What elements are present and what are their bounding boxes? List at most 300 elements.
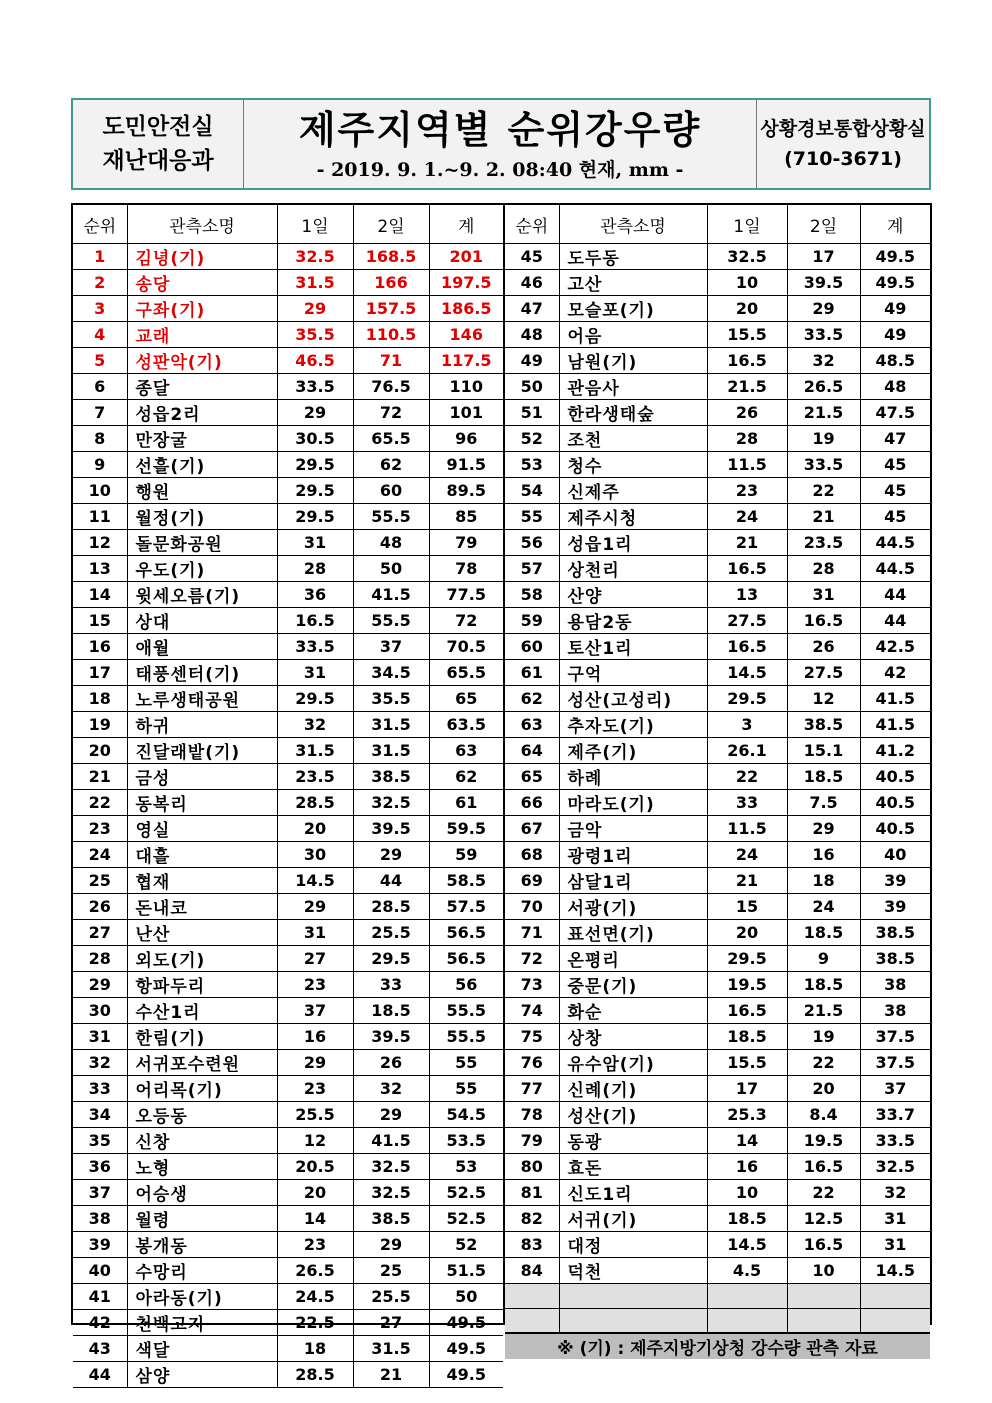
total-cell: 32.5 <box>860 1154 930 1180</box>
total-cell: 44 <box>860 582 930 608</box>
day1-cell: 22.5 <box>277 1310 353 1336</box>
station-name-cell: 돈내코 <box>127 894 277 920</box>
station-name-cell: 도두동 <box>559 244 707 270</box>
total-cell: 48.5 <box>860 348 930 374</box>
rank-cell: 2 <box>73 270 127 296</box>
total-cell: 65.5 <box>429 660 503 686</box>
rank-cell: 78 <box>505 1102 559 1128</box>
rank-cell: 49 <box>505 348 559 374</box>
station-name-cell: 천백고지 <box>127 1310 277 1336</box>
day2-cell: 110.5 <box>353 322 429 348</box>
table-row <box>73 1076 503 1102</box>
total-cell: 56.5 <box>429 946 503 972</box>
table-row <box>73 1102 503 1128</box>
station-name-cell: 광령1리 <box>559 842 707 868</box>
table-row <box>73 608 503 634</box>
rank-cell: 50 <box>505 374 559 400</box>
table-row <box>505 1206 930 1232</box>
day2-cell: 38.5 <box>353 764 429 790</box>
day1-cell: 32 <box>277 712 353 738</box>
total-cell: 37.5 <box>860 1050 930 1076</box>
station-name-cell: 금악 <box>559 816 707 842</box>
station-name-cell: 성산(기) <box>559 1102 707 1128</box>
table-row <box>505 1024 930 1050</box>
rank-cell: 7 <box>73 400 127 426</box>
rank-cell: 39 <box>73 1232 127 1258</box>
table-row <box>73 712 503 738</box>
rank-cell: 33 <box>73 1076 127 1102</box>
day1-cell: 31 <box>277 920 353 946</box>
day1-cell: 26.1 <box>707 738 787 764</box>
day1-cell: 20.5 <box>277 1154 353 1180</box>
table-row <box>73 686 503 712</box>
day2-cell: 31.5 <box>353 738 429 764</box>
table-row <box>73 530 503 556</box>
day1-cell: 29.5 <box>707 946 787 972</box>
station-name-cell: 성산(고성리) <box>559 686 707 712</box>
total-cell: 42.5 <box>860 634 930 660</box>
empty-cell <box>860 1308 930 1333</box>
total-cell: 32 <box>860 1180 930 1206</box>
station-name-cell: 태풍센터(기) <box>127 660 277 686</box>
table-row <box>505 1128 930 1154</box>
rank-cell: 1 <box>73 244 127 270</box>
rainfall-tables <box>71 203 932 1387</box>
station-name-cell: 외도(기) <box>127 946 277 972</box>
rank-cell: 45 <box>505 244 559 270</box>
total-cell: 58.5 <box>429 868 503 894</box>
day2-cell: 29 <box>787 816 860 842</box>
day1-cell: 10 <box>707 270 787 296</box>
total-cell: 49.5 <box>860 270 930 296</box>
station-name-cell: 토산1리 <box>559 634 707 660</box>
day2-cell: 31 <box>787 582 860 608</box>
station-name-cell: 수산1리 <box>127 998 277 1024</box>
total-cell: 61 <box>429 790 503 816</box>
total-cell: 49.5 <box>860 244 930 270</box>
table-row <box>505 1102 930 1128</box>
table-row <box>73 1336 503 1362</box>
day2-cell: 39.5 <box>353 816 429 842</box>
station-name-cell: 신례(기) <box>559 1076 707 1102</box>
day1-cell: 16 <box>707 1154 787 1180</box>
station-name-cell: 상창 <box>559 1024 707 1050</box>
rank-cell: 52 <box>505 426 559 452</box>
rank-cell: 64 <box>505 738 559 764</box>
day1-cell: 26 <box>707 400 787 426</box>
day1-cell: 24 <box>707 504 787 530</box>
total-cell: 59 <box>429 842 503 868</box>
rank-cell: 36 <box>73 1154 127 1180</box>
day2-cell: 21 <box>787 504 860 530</box>
total-cell: 50 <box>429 1284 503 1310</box>
day2-cell: 27.5 <box>787 660 860 686</box>
day2-cell: 22 <box>787 1180 860 1206</box>
day1-cell: 14.5 <box>707 660 787 686</box>
table-row <box>505 530 930 556</box>
day1-cell: 29.5 <box>277 504 353 530</box>
table-row <box>505 1076 930 1102</box>
day1-cell: 29.5 <box>277 686 353 712</box>
day1-cell: 15.5 <box>707 1050 787 1076</box>
total-cell: 45 <box>860 452 930 478</box>
station-name-cell: 협재 <box>127 868 277 894</box>
station-name-cell: 신제주 <box>559 478 707 504</box>
rank-cell: 42 <box>73 1310 127 1336</box>
day1-cell: 29.5 <box>277 452 353 478</box>
table-row <box>505 374 930 400</box>
total-cell: 55.5 <box>429 1024 503 1050</box>
rank-cell: 21 <box>73 764 127 790</box>
day1-cell: 20 <box>707 920 787 946</box>
col-rank-header: 순위 <box>505 205 559 244</box>
station-name-cell: 고산 <box>559 270 707 296</box>
total-cell: 44.5 <box>860 530 930 556</box>
table-row <box>73 816 503 842</box>
table-row <box>73 400 503 426</box>
day2-cell: 38.5 <box>787 712 860 738</box>
table-row <box>505 270 930 296</box>
table-row <box>73 1284 503 1310</box>
table-row <box>73 634 503 660</box>
day1-cell: 20 <box>277 816 353 842</box>
day2-cell: 55.5 <box>353 608 429 634</box>
station-name-cell: 윗세오름(기) <box>127 582 277 608</box>
station-name-cell: 성읍2리 <box>127 400 277 426</box>
day2-cell: 168.5 <box>353 244 429 270</box>
station-name-cell: 성판악(기) <box>127 348 277 374</box>
day2-cell: 16.5 <box>787 1154 860 1180</box>
table-row <box>505 296 930 322</box>
table-header-row <box>505 205 930 244</box>
day1-cell: 21.5 <box>707 374 787 400</box>
day1-cell: 24 <box>707 842 787 868</box>
day1-cell: 31.5 <box>277 738 353 764</box>
table-row <box>73 478 503 504</box>
total-cell: 201 <box>429 244 503 270</box>
rank-cell: 59 <box>505 608 559 634</box>
table-row <box>505 660 930 686</box>
day1-cell: 33.5 <box>277 374 353 400</box>
department-line-2: 재난대응과 <box>102 148 214 174</box>
rank-cell: 24 <box>73 842 127 868</box>
table-row <box>73 582 503 608</box>
table-row <box>505 972 930 998</box>
col-day2-header: 2일 <box>353 205 429 244</box>
rank-cell: 56 <box>505 530 559 556</box>
table-row <box>73 504 503 530</box>
day1-cell: 18 <box>277 1336 353 1362</box>
total-cell: 197.5 <box>429 270 503 296</box>
station-name-cell: 금성 <box>127 764 277 790</box>
day1-cell: 20 <box>707 296 787 322</box>
station-name-cell: 교래 <box>127 322 277 348</box>
day2-cell: 38.5 <box>353 1206 429 1232</box>
table-row <box>505 1232 930 1258</box>
station-name-cell: 하례 <box>559 764 707 790</box>
day2-cell: 26.5 <box>787 374 860 400</box>
table-row <box>73 270 503 296</box>
day2-cell: 37 <box>353 634 429 660</box>
day2-cell: 32 <box>787 348 860 374</box>
day2-cell: 18.5 <box>787 764 860 790</box>
table-row <box>505 868 930 894</box>
empty-cell <box>707 1284 787 1309</box>
rank-cell: 57 <box>505 556 559 582</box>
total-cell: 31 <box>860 1232 930 1258</box>
rank-cell: 9 <box>73 452 127 478</box>
station-name-cell: 성읍1리 <box>559 530 707 556</box>
footnote: ※ (기) : 제주지방기상청 강수량 관측 자료 <box>505 1333 930 1359</box>
station-name-cell: 김녕(기) <box>127 244 277 270</box>
total-cell: 96 <box>429 426 503 452</box>
total-cell: 48 <box>860 374 930 400</box>
total-cell: 101 <box>429 400 503 426</box>
total-cell: 146 <box>429 322 503 348</box>
total-cell: 110 <box>429 374 503 400</box>
rank-cell: 46 <box>505 270 559 296</box>
day2-cell: 19 <box>787 426 860 452</box>
day2-cell: 25.5 <box>353 1284 429 1310</box>
rank-cell: 54 <box>505 478 559 504</box>
total-cell: 33.5 <box>860 1128 930 1154</box>
station-name-cell: 항파두리 <box>127 972 277 998</box>
day1-cell: 16.5 <box>707 634 787 660</box>
table-row <box>73 972 503 998</box>
day1-cell: 14.5 <box>707 1232 787 1258</box>
table-row <box>505 842 930 868</box>
total-cell: 55.5 <box>429 998 503 1024</box>
rank-cell: 20 <box>73 738 127 764</box>
day1-cell: 10 <box>707 1180 787 1206</box>
col-day1-header: 1일 <box>277 205 353 244</box>
day2-cell: 41.5 <box>353 582 429 608</box>
table-row <box>505 816 930 842</box>
day1-cell: 24.5 <box>277 1284 353 1310</box>
day1-cell: 21 <box>707 868 787 894</box>
total-cell: 72 <box>429 608 503 634</box>
day1-cell: 31 <box>277 530 353 556</box>
table-row <box>505 1258 930 1284</box>
day2-cell: 16 <box>787 842 860 868</box>
day2-cell: 27 <box>353 1310 429 1336</box>
rank-cell: 68 <box>505 842 559 868</box>
day1-cell: 26.5 <box>277 1258 353 1284</box>
table-row <box>73 946 503 972</box>
station-name-cell: 월정(기) <box>127 504 277 530</box>
station-name-cell: 진달래밭(기) <box>127 738 277 764</box>
total-cell: 52.5 <box>429 1206 503 1232</box>
table-row <box>73 374 503 400</box>
table-row <box>73 1362 503 1388</box>
rank-cell: 75 <box>505 1024 559 1050</box>
table-header-row <box>73 205 503 244</box>
total-cell: 49 <box>860 322 930 348</box>
title-block <box>244 100 756 188</box>
empty-cell <box>787 1308 860 1333</box>
total-cell: 38.5 <box>860 946 930 972</box>
day2-cell: 29 <box>353 1232 429 1258</box>
total-cell: 44.5 <box>860 556 930 582</box>
total-cell: 41.2 <box>860 738 930 764</box>
station-name-cell: 대흘 <box>127 842 277 868</box>
day2-cell: 48 <box>353 530 429 556</box>
station-name-cell: 조천 <box>559 426 707 452</box>
day1-cell: 15.5 <box>707 322 787 348</box>
table-row <box>73 868 503 894</box>
rank-cell: 18 <box>73 686 127 712</box>
day2-cell: 22 <box>787 478 860 504</box>
station-name-cell: 색달 <box>127 1336 277 1362</box>
total-cell: 41.5 <box>860 686 930 712</box>
rank-cell: 12 <box>73 530 127 556</box>
table-row <box>73 894 503 920</box>
rank-cell: 84 <box>505 1258 559 1284</box>
day2-cell: 31.5 <box>353 1336 429 1362</box>
rank-cell: 81 <box>505 1180 559 1206</box>
day2-cell: 18 <box>787 868 860 894</box>
table-row <box>73 660 503 686</box>
day2-cell: 24 <box>787 894 860 920</box>
station-name-cell: 노루생태공원 <box>127 686 277 712</box>
table-row <box>73 1258 503 1284</box>
rank-cell: 41 <box>73 1284 127 1310</box>
total-cell: 54.5 <box>429 1102 503 1128</box>
table-row <box>73 842 503 868</box>
rank-cell: 74 <box>505 998 559 1024</box>
empty-cell <box>559 1284 707 1309</box>
station-name-cell: 서귀포수련원 <box>127 1050 277 1076</box>
rank-cell: 77 <box>505 1076 559 1102</box>
day2-cell: 19 <box>787 1024 860 1050</box>
col-total-header: 계 <box>860 205 930 244</box>
day2-cell: 29 <box>353 842 429 868</box>
day2-cell: 18.5 <box>787 920 860 946</box>
total-cell: 37.5 <box>860 1024 930 1050</box>
station-name-cell: 월령 <box>127 1206 277 1232</box>
day2-cell: 166 <box>353 270 429 296</box>
total-cell: 89.5 <box>429 478 503 504</box>
day2-cell: 7.5 <box>787 790 860 816</box>
day2-cell: 32.5 <box>353 1154 429 1180</box>
rank-cell: 26 <box>73 894 127 920</box>
station-name-cell: 서광(기) <box>559 894 707 920</box>
day2-cell: 50 <box>353 556 429 582</box>
day1-cell: 29 <box>277 296 353 322</box>
col-station-header: 관측소명 <box>127 205 277 244</box>
day1-cell: 16 <box>277 1024 353 1050</box>
day1-cell: 29.5 <box>707 686 787 712</box>
day1-cell: 14 <box>277 1206 353 1232</box>
day1-cell: 12 <box>277 1128 353 1154</box>
empty-cell <box>860 1284 930 1309</box>
day1-cell: 33 <box>707 790 787 816</box>
empty-cell <box>559 1308 707 1333</box>
total-cell: 44 <box>860 608 930 634</box>
empty-row <box>505 1308 930 1333</box>
rank-cell: 16 <box>73 634 127 660</box>
day1-cell: 29 <box>277 894 353 920</box>
table-row <box>505 1180 930 1206</box>
day2-cell: 12 <box>787 686 860 712</box>
day1-cell: 19.5 <box>707 972 787 998</box>
table-row <box>73 244 503 270</box>
day2-cell: 39.5 <box>787 270 860 296</box>
page-title: 제주지역별 순위강우량 <box>298 107 702 152</box>
day1-cell: 16.5 <box>707 998 787 1024</box>
station-name-cell: 돌문화공원 <box>127 530 277 556</box>
day2-cell: 76.5 <box>353 374 429 400</box>
day1-cell: 28 <box>277 556 353 582</box>
table-row <box>73 1128 503 1154</box>
table-row <box>505 712 930 738</box>
station-name-cell: 어리목(기) <box>127 1076 277 1102</box>
total-cell: 186.5 <box>429 296 503 322</box>
day1-cell: 14 <box>707 1128 787 1154</box>
station-name-cell: 덕천 <box>559 1258 707 1284</box>
total-cell: 39 <box>860 868 930 894</box>
day1-cell: 23 <box>707 478 787 504</box>
rank-cell: 37 <box>73 1180 127 1206</box>
table-row <box>73 322 503 348</box>
day1-cell: 46.5 <box>277 348 353 374</box>
total-cell: 53.5 <box>429 1128 503 1154</box>
day2-cell: 65.5 <box>353 426 429 452</box>
day2-cell: 71 <box>353 348 429 374</box>
day2-cell: 157.5 <box>353 296 429 322</box>
table-row <box>73 764 503 790</box>
rank-cell: 6 <box>73 374 127 400</box>
total-cell: 63 <box>429 738 503 764</box>
day2-cell: 33 <box>353 972 429 998</box>
total-cell: 41.5 <box>860 712 930 738</box>
rank-cell: 63 <box>505 712 559 738</box>
station-name-cell: 온평리 <box>559 946 707 972</box>
empty-cell <box>707 1308 787 1333</box>
day1-cell: 13 <box>707 582 787 608</box>
rank-cell: 83 <box>505 1232 559 1258</box>
total-cell: 45 <box>860 504 930 530</box>
total-cell: 40.5 <box>860 790 930 816</box>
day2-cell: 32 <box>353 1076 429 1102</box>
day1-cell: 31.5 <box>277 270 353 296</box>
station-name-cell: 한라생태숲 <box>559 400 707 426</box>
day2-cell: 32.5 <box>353 790 429 816</box>
day1-cell: 29.5 <box>277 478 353 504</box>
day1-cell: 27.5 <box>707 608 787 634</box>
day2-cell: 35.5 <box>353 686 429 712</box>
day1-cell: 22 <box>707 764 787 790</box>
total-cell: 40.5 <box>860 764 930 790</box>
day1-cell: 33.5 <box>277 634 353 660</box>
station-name-cell: 하귀 <box>127 712 277 738</box>
station-name-cell: 제주(기) <box>559 738 707 764</box>
total-cell: 52 <box>429 1232 503 1258</box>
table-row <box>505 946 930 972</box>
right-column <box>505 205 930 1359</box>
table-row <box>505 790 930 816</box>
empty-cell <box>787 1284 860 1309</box>
total-cell: 38 <box>860 998 930 1024</box>
rank-cell: 13 <box>73 556 127 582</box>
day1-cell: 25.5 <box>277 1102 353 1128</box>
rank-cell: 61 <box>505 660 559 686</box>
table-row <box>505 686 930 712</box>
total-cell: 52.5 <box>429 1180 503 1206</box>
rank-cell: 55 <box>505 504 559 530</box>
station-name-cell: 용담2동 <box>559 608 707 634</box>
station-name-cell: 동광 <box>559 1128 707 1154</box>
